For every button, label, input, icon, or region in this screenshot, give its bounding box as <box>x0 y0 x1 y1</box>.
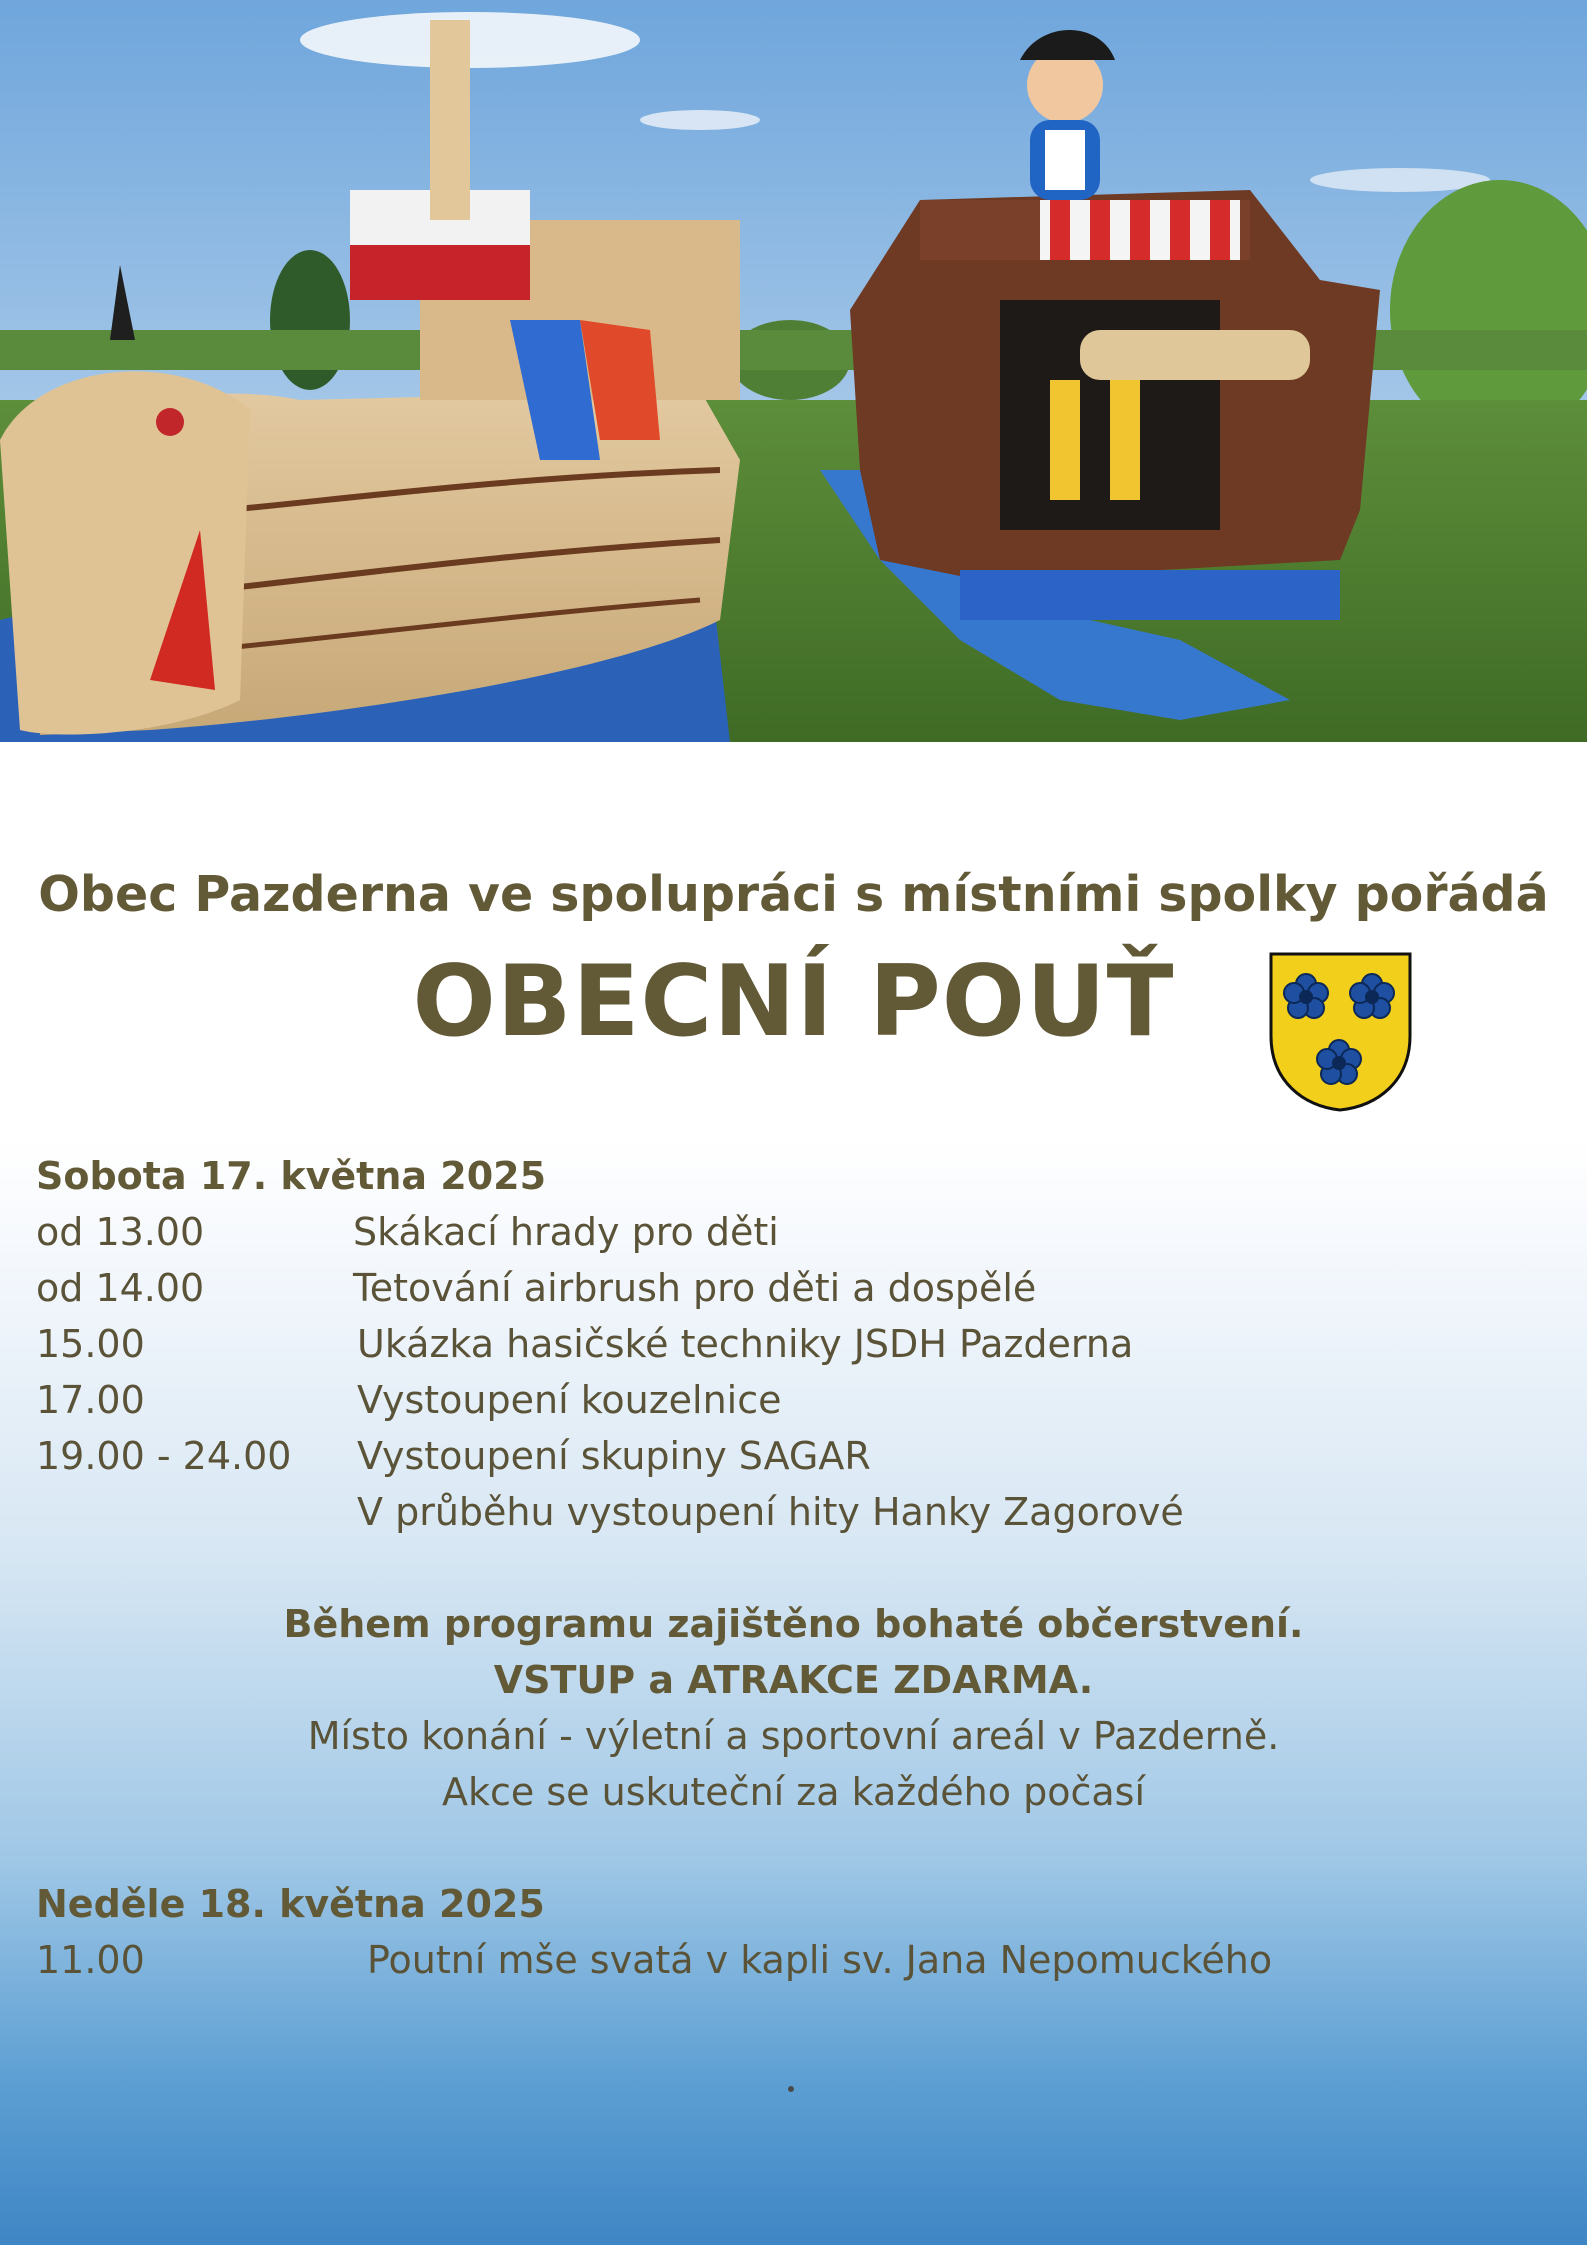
decorative-dot <box>788 2086 794 2092</box>
organizer-headline: Obec Pazderna ve spolupráci s místními spolky pořádá <box>38 866 1549 923</box>
sunday-heading: Neděle 18. května 2025 <box>36 1882 545 1926</box>
schedule-time: 17.00 <box>36 1378 145 1422</box>
schedule-description: Tetování airbrush pro děti a dospělé <box>353 1266 1037 1310</box>
schedule-description: Ukázka hasičské techniky JSDH Pazderna <box>357 1322 1134 1366</box>
schedule-description: Skákací hrady pro děti <box>353 1210 779 1254</box>
refreshments-note: Během programu zajištěno bohaté občerstvení. <box>283 1602 1304 1646</box>
schedule-description: Poutní mše svatá v kapli sv. Jana Nepomuckého <box>367 1938 1273 1982</box>
schedule-row <box>36 1490 1536 1538</box>
schedule-row <box>36 1938 1536 1986</box>
venue-note: Místo konání - výletní a sportovní areál v Pazderně. <box>307 1714 1280 1758</box>
free-admission-note: VSTUP a ATRAKCE ZDARMA. <box>493 1658 1094 1702</box>
schedule-row <box>36 1378 1536 1426</box>
schedule-time: 11.00 <box>36 1938 145 1982</box>
schedule-time: 15.00 <box>36 1322 145 1366</box>
schedule-time: 19.00 - 24.00 <box>36 1434 292 1478</box>
schedule-row <box>36 1434 1536 1482</box>
schedule-row <box>36 1322 1536 1370</box>
schedule-description: V průběhu vystoupení hity Hanky Zagorové <box>357 1490 1184 1534</box>
schedule-time: od 14.00 <box>36 1266 205 1310</box>
schedule-row <box>36 1210 1536 1258</box>
weather-note: Akce se uskuteční za každého počasí <box>442 1770 1145 1814</box>
page-title: OBECNÍ POUŤ <box>412 945 1175 1059</box>
schedule-time: od 13.00 <box>36 1210 205 1254</box>
schedule-row <box>36 1266 1536 1314</box>
schedule-description: Vystoupení skupiny SAGAR <box>357 1434 871 1478</box>
hero-photo-inflatable-ships <box>0 0 1587 742</box>
saturday-heading: Sobota 17. května 2025 <box>36 1154 547 1198</box>
schedule-description: Vystoupení kouzelnice <box>357 1378 782 1422</box>
pazderna-coat-of-arms-icon <box>1268 951 1413 1113</box>
